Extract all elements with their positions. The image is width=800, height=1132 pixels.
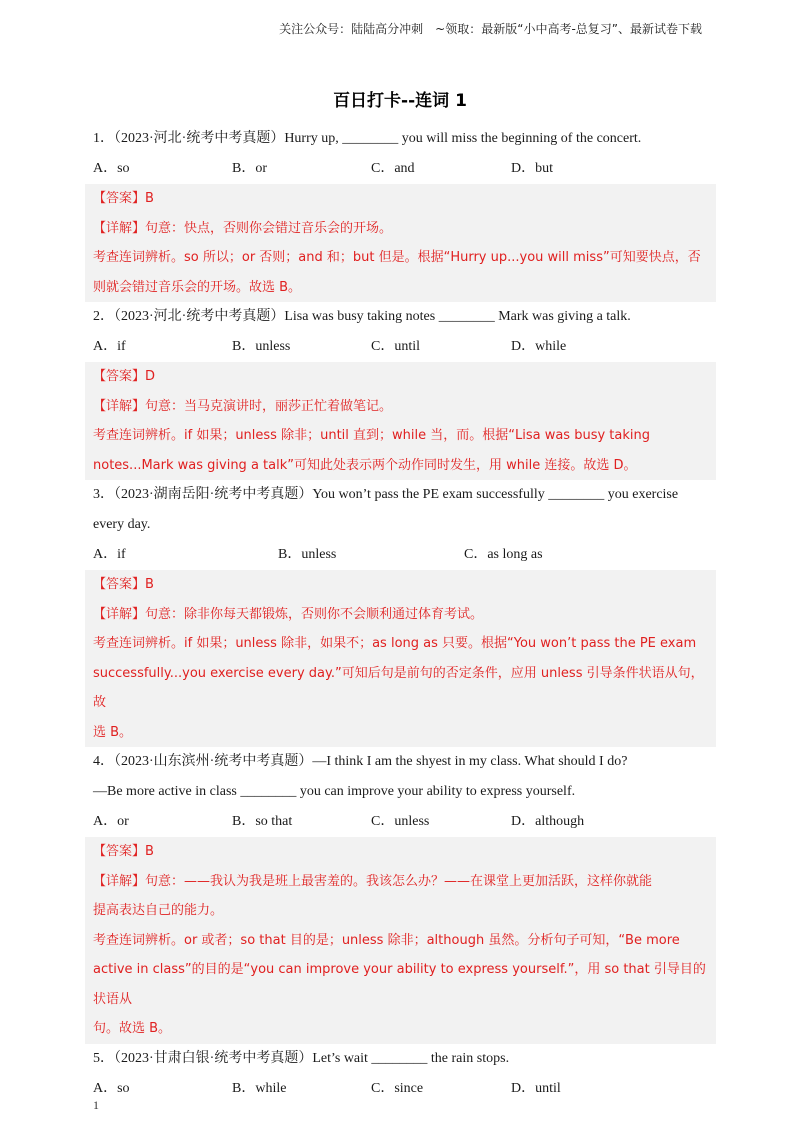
answer-explanation-box (85, 362, 716, 480)
option-a: A．so (93, 1080, 130, 1096)
question-stem: 5．（2023·甘肃白银·统考中考真题）Let’s wait ________ the rain stops. (93, 1050, 510, 1066)
explanation-line: 句。故选 B。 (93, 1021, 172, 1036)
explanation-line: 【详解】句意：除非你每天都锻炼，否则你不会顺利通过体育考试。 (93, 606, 484, 622)
page-header-notice: 关注公众号：陆陆高分冲刺 ~领取：最新版“小中高考-总复习”、最新试卷下载 (279, 22, 702, 36)
option-c: C．unless (371, 814, 430, 829)
option-d: D．until (511, 1080, 561, 1096)
explanation-line: 【详解】句意：快点，否则你会错过音乐会的开场。 (93, 220, 393, 236)
question-stem: 3．（2023·湖南岳阳·统考中考真题）You won’t pass the PE exam successfully ________ you exercise (93, 487, 679, 502)
option-d: D．although (511, 814, 585, 829)
answer-label: 【答案】D (93, 369, 156, 384)
option-b: B．unless (232, 339, 291, 354)
explanation-line: 则就会错过音乐会的开场。故选 B。 (93, 279, 302, 295)
option-c: C．and (371, 161, 415, 176)
question-item (93, 480, 708, 747)
question-list (93, 124, 708, 1104)
answer-label: 【答案】B (93, 844, 154, 859)
question-item (93, 1044, 708, 1104)
answer-explanation-box (85, 837, 716, 1044)
question-item (93, 302, 708, 480)
explanation-line: 考查连词辨析。so 所以；or 否则；and 和；but 但是。根据“Hurry up...you will miss”可知要快点，否 (93, 250, 701, 265)
answer-label: 【答案】B (93, 577, 154, 592)
question-stem-continued: every day. (93, 517, 151, 532)
option-row (93, 1074, 708, 1104)
page-number: 1 (93, 1098, 99, 1112)
answer-label: 【答案】B (93, 191, 154, 206)
option-b: B．while (232, 1080, 287, 1096)
explanation-line: 【详解】句意：当马克演讲时，丽莎正忙着做笔记。 (93, 398, 393, 414)
option-row (93, 807, 708, 837)
explanation-line: 【详解】句意：——我认为我是班上最害羞的。我该怎么办？——在课堂上更加活跃，这样你就能 (93, 873, 653, 889)
page-title: 百日打卡--连词 1 (333, 91, 467, 111)
option-a: A．so (93, 161, 130, 176)
option-row (93, 540, 708, 570)
option-a: A．if (93, 339, 126, 354)
option-d: D．but (511, 161, 553, 176)
option-a: A．if (93, 547, 126, 562)
explanation-line: 考查连词辨析。if 如果；unless 除非，如果不；as long as 只要。根据“You won’t pass the PE exam (93, 636, 697, 651)
question-stem: 2．（2023·河北·统考中考真题）Lisa was busy taking notes ________ Mark was giving a talk. (93, 309, 631, 324)
option-c: C．since (371, 1080, 424, 1096)
option-row (93, 332, 708, 362)
option-c: C．until (371, 339, 421, 354)
question-stem-continued: —Be more active in class ________ you can improve your ability to express yourself. (93, 784, 576, 799)
explanation-line: successfully...you exercise every day.”可知后句是前句的否定条件，应用 unless 引导条件状语从句，故 (93, 665, 704, 710)
explanation-line: active in class”的目的是“you can improve your ability to express yourself.”，用 so that 引导目的状语从 (93, 962, 706, 1007)
option-b: B．unless (278, 547, 337, 562)
question-item (93, 124, 708, 302)
option-b: B．so that (232, 814, 293, 829)
explanation-line: notes...Mark was giving a talk”可知此处表示两个动作同时发生，用 while 连接。故选 D。 (93, 457, 637, 473)
answer-explanation-box (85, 570, 716, 747)
question-item (93, 747, 708, 1044)
answer-explanation-box (85, 184, 716, 302)
explanation-line: 考查连词辨析。or 或者；so that 目的是；unless 除非；although 虽然。分析句子可知，“Be more (93, 932, 680, 948)
option-d: D．while (511, 339, 567, 354)
explanation-line: 提高表达自己的能力。 (93, 903, 224, 918)
option-a: A．or (93, 814, 129, 829)
question-stem: 1．（2023·河北·统考中考真题）Hurry up, ________ you will miss the beginning of the concert. (93, 131, 642, 146)
option-row (93, 154, 708, 184)
explanation-line: 考查连词辨析。if 如果；unless 除非；until 直到；while 当，而。根据“Lisa was busy taking (93, 428, 650, 443)
option-c: C．as long as (464, 547, 543, 562)
question-stem: 4．（2023·山东滨州·统考中考真题）—I think I am the shyest in my class. What should I do? (93, 754, 628, 769)
option-b: B．or (232, 161, 267, 176)
explanation-line: 选 B。 (93, 724, 133, 740)
